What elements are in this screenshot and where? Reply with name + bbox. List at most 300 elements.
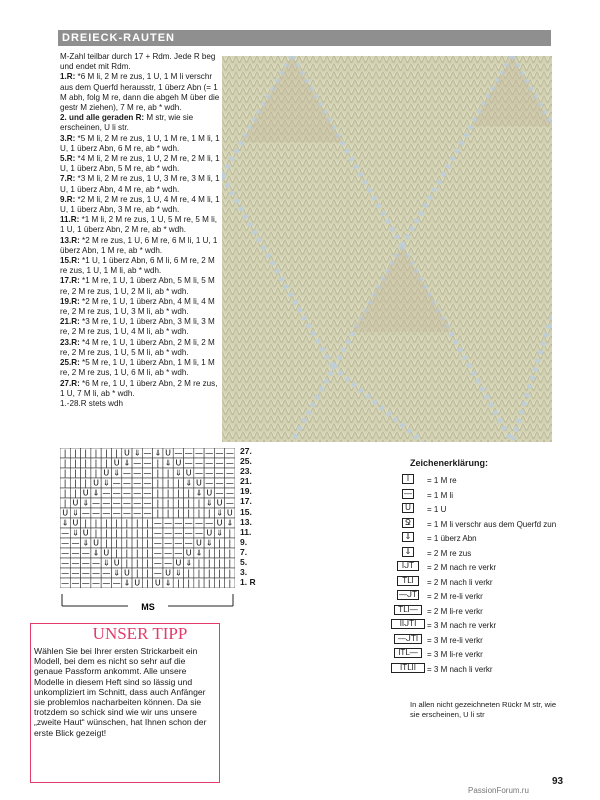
chart-symbol: — [122,498,131,508]
instructions-rows [60,72,220,399]
chart-symbol: | [146,518,149,528]
chart-symbol: | [104,458,108,468]
chart-row-number: 3. [240,567,248,578]
chart-symbol: ⇓ [195,488,203,498]
instruction-row-text: M str, wie sie erscheinen, U li str. [60,113,194,133]
chart-symbol: — [153,568,162,578]
chart-symbol: | [125,518,129,528]
instructions-intro: M-Zahl teilbar durch 17 + Rdm. Jede R beg und endet mit Rdm. [60,52,216,72]
legend-text: = 3 M li-re verkr [427,650,483,659]
chart-symbol: | [135,518,139,528]
chart-symbol: | [115,548,118,558]
chart-symbol: U [72,518,79,528]
chart-symbol: | [207,548,211,558]
chart-symbol: | [115,518,118,528]
chart-symbol: | [74,488,77,498]
knit-sample-photo [222,56,552,442]
chart-symbol: — [122,478,131,488]
chart-symbol: — [153,548,162,558]
instruction-row [60,358,220,378]
chart-symbol: — [81,568,90,578]
chart-symbol: | [207,508,211,518]
chart-symbol: — [143,498,152,508]
chart-symbol: — [225,498,234,508]
chart-symbol: | [115,538,118,548]
chart-symbol: | [228,578,232,588]
chart-symbol: — [112,498,121,508]
legend-symbol-icon: IᒍT [397,561,419,571]
chart-symbol: | [228,548,232,558]
chart-symbol: | [156,468,160,478]
watermark: PassionForum.ru [468,786,529,795]
chart-symbol: ⇓ [185,478,193,488]
chart-symbol: | [187,498,191,508]
chart-symbol: U [185,468,192,478]
legend-text: = 1 M li [427,490,454,500]
chart-symbol: U [165,568,172,578]
legend-symbol-icon: —ᒍTI [394,634,422,644]
chart-symbol: | [166,468,170,478]
chart-symbol: ⇓ [113,468,120,478]
chart-row-number: 9. [240,536,248,547]
chart-symbol: | [197,508,201,518]
legend-item [350,648,560,663]
instruction-row-text: *1 M li, 2 M re zus, 1 U, 5 M re, 5 M li, 1 U, 1 überz Abn, 2 M re, ab * wdh. [60,215,217,235]
chart-symbol: — [225,488,234,498]
instruction-row-text: *5 M re, 1 U, 1 überz Abn, 1 M li, 1 M re, 2 M re zus, 1 U, 6 M li, ab * wdh. [60,358,215,378]
instruction-row-label: 11.R: [60,215,80,225]
legend-text: = 2 M re zus [427,548,472,558]
chart-symbol: ⇓ [61,518,69,528]
chart-symbol: — [205,518,214,528]
chart-symbol: | [63,488,67,498]
chart-symbol: — [184,528,193,538]
chart-symbol: | [177,478,180,488]
legend [350,458,560,677]
legend-symbol-icon: U [402,503,414,513]
chart-symbol: | [177,488,180,498]
chart-symbol: | [207,558,211,568]
instruction-row-text: *6 M re, 1 U, 1 überz Abn, 2 M re zus, 1 U, 7 M li, ab * wdh. [60,378,218,398]
repeat-label: MS [141,602,155,612]
instruction-row [60,113,220,133]
chart-symbol: — [215,478,224,488]
instruction-row [60,256,220,276]
chart-symbol: | [146,548,149,558]
chart-symbol: — [174,538,183,548]
chart-symbol: — [184,448,193,458]
legend-symbol-icon: TᒪI— [394,605,422,615]
instruction-row-label: 25.R: [60,358,80,368]
chart-symbol: — [205,468,214,478]
instruction-row-text: *2 M re, 1 U, 1 überz Abn, 4 M li, 4 M re, 2 M re zus, 1 U, 3 M li, ab * wdh. [60,296,215,317]
chart-symbol: | [63,448,67,458]
chart-symbol: ⇓ [185,558,193,568]
chart-symbol: U [103,468,110,478]
chart-symbol: ⇓ [72,508,79,518]
chart-symbol: | [74,458,77,468]
chart-symbol: | [177,508,180,518]
chart-symbol: — [133,488,142,498]
chart-symbol: — [81,558,90,568]
chart-symbol: | [156,478,160,488]
chart-symbol: | [197,498,201,508]
chart-symbol: | [104,538,108,548]
chart-symbol: | [115,528,118,538]
legend-text: = 1 M re [427,476,457,485]
chart-symbol: — [102,498,111,508]
chart-symbol: U [216,518,223,528]
chart-symbol: — [122,468,131,478]
instruction-row-label: 27.R: [60,378,80,388]
chart-symbol: — [174,518,183,528]
chart-symbol: | [125,548,129,558]
section-title: DREIECK-RAUTEN [62,32,175,44]
chart-symbol: | [166,478,170,488]
chart-symbol: — [164,518,173,528]
chart-symbol: ⇓ [82,538,90,548]
chart-symbol: — [133,458,142,468]
chart-symbol: — [184,538,193,548]
chart-symbol: ⇓ [205,538,213,548]
chart-symbol: — [71,578,80,588]
legend-text: = 2 M li-re verkr [427,606,483,616]
chart-symbol: U [123,448,130,458]
chart-symbol: | [94,468,98,478]
legend-text: = 3 M re-li verkr [427,635,483,645]
chart-symbol: | [94,518,98,528]
chart-symbol: — [61,558,70,568]
legend-text: = 2 M re-li verkr [427,592,483,601]
chart-symbol: U [113,458,120,468]
chart-symbol: | [218,558,221,568]
chart-symbol: ⇓ [133,448,141,458]
chart-symbol: — [71,548,80,558]
instruction-row [60,215,220,235]
chart-symbol: | [94,528,98,538]
chart-symbol: — [102,508,111,518]
chart-symbol: — [92,568,101,578]
legend-item [350,518,560,533]
chart-symbol: | [125,528,129,538]
chart-symbol: | [63,498,67,508]
instruction-row-label: 19.R: [60,296,80,306]
chart-symbol: — [143,458,152,468]
chart-symbol: — [81,548,90,558]
instruction-row-label: 7.R: [60,174,76,184]
chart-symbol: — [81,578,90,588]
chart-symbol: | [104,528,108,538]
chart-symbol: | [94,458,98,468]
chart-symbol: | [187,488,191,498]
chart-symbol: — [133,468,142,478]
instruction-row [60,379,220,399]
legend-item [350,576,560,591]
chart-symbol: ⇓ [175,568,182,578]
chart-symbol: — [122,508,131,518]
chart-symbol: | [135,548,139,558]
chart-symbol: — [225,468,234,478]
chart-symbol: — [112,488,121,498]
chart-symbol: | [177,498,180,508]
chart-symbol: | [94,448,98,458]
instruction-row-label: 15.R: [60,256,80,266]
chart-symbol: U [103,548,110,558]
legend-symbol-icon: Ջ [402,518,414,528]
chart-symbol: U [123,568,130,578]
chart-symbol: U [154,578,161,588]
chart-symbol: — [184,458,193,468]
chart-symbol: | [84,478,88,488]
chart-symbol: ⇓ [82,498,90,508]
legend-item [350,663,560,678]
instruction-row-label: 21.R: [60,317,80,327]
chart-symbol: ⇓ [102,558,110,568]
chart-symbol: U [185,548,192,558]
legend-symbol-icon: ITᒪ— [394,648,422,658]
chart-symbol: ⇓ [72,528,79,538]
legend-item [350,532,560,547]
tip-title: UNSER TIPP [75,625,205,643]
chart-symbol: — [153,528,162,538]
chart-symbol: | [63,478,67,488]
chart-symbol: | [84,468,88,478]
chart-symbol: | [187,568,191,578]
legend-symbol-icon: — [404,488,412,498]
chart-symbol: | [228,538,232,548]
chart-symbol: | [74,448,77,458]
chart-symbol: | [104,448,108,458]
chart-symbol: — [205,448,214,458]
chart-symbol: — [61,578,70,588]
chart-symbol: | [197,578,201,588]
chart-symbol: ⇓ [175,468,182,478]
chart-symbol: | [218,568,221,578]
chart-symbol: ⇓ [164,458,172,468]
chart-symbol: — [194,518,203,528]
chart-row-number: 27. [240,446,252,456]
chart-symbol: | [228,568,232,578]
legend-title: Zeichenerklärung: [410,458,489,468]
chart-symbol: ⇓ [113,568,120,578]
chart-row-number: 17. [240,496,252,507]
chart-symbol: ⇓ [216,508,223,518]
chart-symbol: — [133,498,142,508]
chart-symbol: — [184,518,193,528]
chart-symbol: | [187,578,191,588]
chart-symbol: | [218,578,221,588]
chart-symbol: — [81,508,90,518]
chart-symbol: | [84,518,88,528]
instruction-row-text: *5 M li, 2 M re zus, 1 U, 1 M re, 1 M li, 1 U, 1 überz Abn, 6 M re, ab * wdh. [60,133,220,153]
legend-note: In allen nicht gezeichneten Rückr M str, wie sie erscheinen, U li str [410,700,557,719]
chart-symbol: — [164,558,173,568]
chart-symbol: U [93,478,99,488]
chart-symbol: — [133,508,142,518]
instruction-row-text: *1 U, 1 überz Abn, 6 M li, 6 M re, 2 M re zus, 1 U, 1 M li, ab * wdh. [60,256,215,276]
chart-symbol: | [135,538,139,548]
chart-symbol: — [225,448,234,458]
chart-symbol: — [71,538,80,548]
chart-symbol: — [143,468,152,478]
instruction-row-text: *1 M re, 1 U, 1 überz Abn, 5 M li, 5 M re, 2 M re zus, 1 U, 2 M li, ab * wdh. [60,276,215,296]
chart-symbol: ⇓ [92,488,100,498]
chart-symbol: — [143,488,152,498]
legend-symbol-icon: ⇓ [402,532,414,542]
chart-symbol: | [63,458,67,468]
instruction-row-text: *2 M li, 2 M re zus, 1 U, 4 M re, 4 M li, 1 U, 1 überz Abn, 3 M re, ab * wdh. [60,194,220,215]
legend-text: = 1 überz Abn [427,534,477,543]
instruction-row [60,338,220,358]
chart-symbol: — [71,568,80,578]
chart-symbol: — [225,458,234,468]
chart-symbol: — [194,528,203,538]
chart-symbol: — [102,488,111,498]
chart-symbol: — [153,518,162,528]
legend-text: = 1 U [427,505,447,514]
chart-symbol: ⇓ [164,578,172,588]
chart-symbol: — [174,528,183,538]
chart-symbol: — [112,478,121,488]
chart-row-number: 25. [240,456,252,467]
chart-symbol: — [92,508,101,518]
chart-symbol: | [125,538,129,548]
tip-text: Wählen Sie bei Ihrer ersten Strickarbeit ein Modell, bei dem es nicht so sehr auf die genaue Passform ankommt. Alle unsere Modelle in diesem Heft sind so lässig und unkompliziert im Schnitt, dass auch Anfänger sie problemlos nacharbeiten können. Da sie trotzdem so schick sind wie wir uns unsere „zweite Haut“ wünschen, hat Ihnen schon der erste Blick gezeigt! [34,646,207,738]
chart-symbol: — [215,458,224,468]
chart-symbol: | [166,498,170,508]
chart-symbol: | [135,568,139,578]
chart-symbol: — [164,528,173,538]
chart-symbol: | [218,548,221,558]
chart-symbol: — [174,448,183,458]
chart-symbol: U [175,458,182,468]
instruction-row-text: *3 M li, 2 M re zus, 1 U, 3 M re, 3 M li, 1 U, 1 überz Abn, 4 M re, ab * wdh. [60,174,220,194]
chart-symbol: — [153,538,162,548]
chart-row-number: 11. [240,526,252,537]
chart-row-number: 15. [240,506,252,517]
legend-text: = 2 M nach li verkr [427,577,493,587]
chart-symbol: — [194,468,203,478]
chart-symbol: ⇓ [226,518,234,528]
chart-symbol: U [62,508,69,518]
legend-item [350,590,560,605]
chart-row-number: 1. R [240,577,256,588]
instruction-row [60,317,220,337]
chart-symbol: | [156,458,160,468]
chart-symbol: — [164,548,173,558]
chart-row-number: 21. [240,476,252,487]
chart-symbol: — [225,478,234,488]
chart-symbol: — [164,538,173,548]
legend-symbol-icon: I [402,474,414,484]
instructions-text [60,52,220,409]
chart-symbol: U [206,488,213,498]
instruction-row [60,195,220,215]
legend-text: = 3 M nach re verkr [427,621,497,630]
chart-symbol: — [215,448,224,458]
chart-symbol: U [113,558,120,568]
chart-symbol: | [63,468,67,478]
chart-symbol: | [74,478,77,488]
chart-symbol: | [187,508,191,518]
chart-symbol: U [82,488,89,498]
instruction-row-text: *6 M li, 2 M re zus, 1 U, 1 M li verschr aus dem Querfd herausstr, 1 überz Abn (= 1 M abh, folg M re, dann die abgeh M über die gestr M ziehen), 7 M re, ab * wdh. [60,72,220,113]
chart-symbol: — [61,538,70,548]
legend-item [350,634,560,649]
knit-texture-image [222,56,552,442]
legend-item [350,503,560,518]
chart-row-number: 13. [240,516,252,527]
chart-symbol: | [104,518,108,528]
chart-symbol: | [146,538,149,548]
chart-symbol: — [112,578,121,588]
chart-symbol: U [82,528,89,538]
chart-symbol: — [122,488,131,498]
chart-symbol: | [207,568,211,578]
chart-symbol: — [112,508,121,518]
legend-item [350,561,560,576]
chart-symbol: — [143,508,152,518]
chart-symbol: U [134,578,141,588]
chart-symbol: U [72,498,79,508]
chart-symbol: | [84,448,88,458]
chart-symbol: | [197,568,201,578]
instruction-row-label: 5.R: [60,154,76,164]
chart-symbol: U [226,508,233,518]
legend-item [350,547,560,562]
chart-symbol: — [71,558,80,568]
chart-symbol: | [146,568,149,578]
chart-symbol: | [74,468,77,478]
section-header [58,30,551,46]
instruction-row [60,174,220,194]
instruction-row-label: 2. und alle geraden R: [60,113,145,123]
instruction-row [60,276,220,296]
chart-row-number: 19. [240,486,252,497]
chart-symbol: — [61,528,70,538]
chart-symbol: | [135,528,139,538]
chart-symbol: ⇓ [195,548,203,558]
chart-symbol: | [125,558,129,568]
chart-symbol: — [102,568,111,578]
chart-row-number: 7. [240,546,248,557]
instruction-row-text: *2 M re zus, 1 U, 6 M re, 6 M li, 1 U, 1 überz Abn, 1 M re, ab * wdh. [60,235,218,255]
instruction-row-text: *3 M re, 1 U, 1 überz Abn, 3 M li, 3 M re, 2 M re zus, 1 U, 4 M li, ab * wdh. [60,317,215,337]
chart-row-numbers [240,446,256,587]
chart-symbol: | [207,578,211,588]
chart-symbol: ⇓ [123,458,131,468]
legend-text: = 1 M li verschr aus dem Querfd zun [427,519,557,529]
chart-symbol: — [215,468,224,478]
chart-symbol: | [218,538,221,548]
chart-symbol: U [196,538,202,548]
chart-symbol: — [143,448,152,458]
chart-symbol: | [84,458,88,468]
chart-symbol: — [174,548,183,558]
legend-text: = 3 M nach li verkr [427,664,493,674]
instruction-row [60,236,220,256]
instruction-row-label: 17.R: [60,276,80,286]
chart-symbol: | [228,558,232,568]
instructions-outro: 1.-28.R stets wdh [60,398,123,408]
knit-chart [60,448,235,588]
chart-symbol: — [102,578,111,588]
legend-item [350,605,560,620]
chart-symbol: — [143,478,152,488]
chart-symbol: — [133,478,142,488]
chart-symbol: | [166,488,170,498]
chart-symbol: | [197,558,201,568]
